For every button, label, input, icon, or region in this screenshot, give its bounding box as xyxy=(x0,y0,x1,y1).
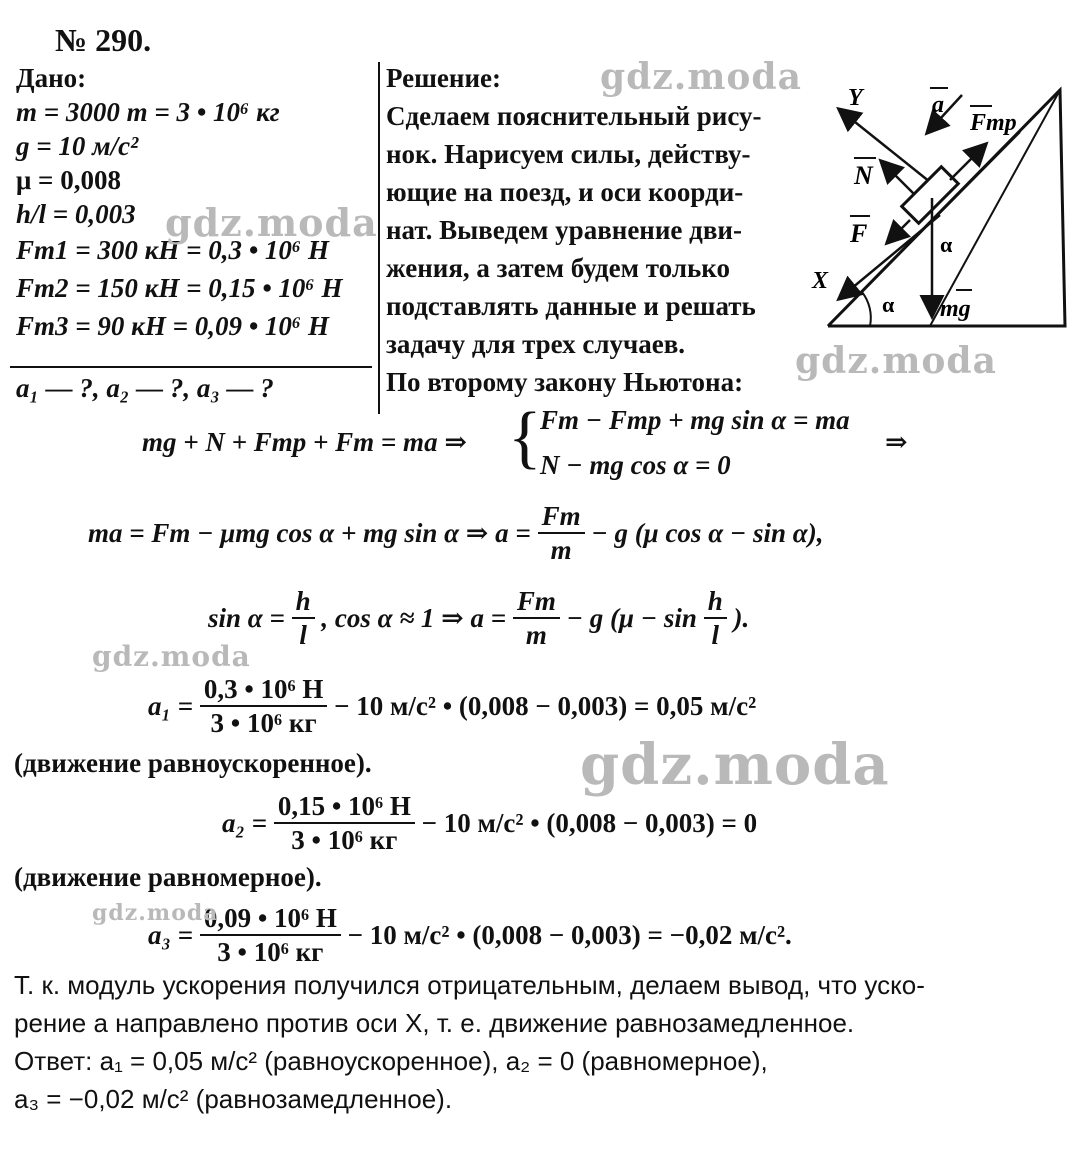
system-eq-2: N − mg cos α = 0 xyxy=(540,450,731,480)
given-ft2: Fт2 = 150 кН = 0,15 • 10⁶ Н xyxy=(16,273,343,303)
newton-vector-equation: mg + N + Fтр + Fт = ma ⇒ xyxy=(142,427,467,457)
eq3-hl-fraction-2 xyxy=(704,585,727,651)
a2-fraction xyxy=(274,790,415,856)
a2-left: a₂ = xyxy=(222,808,268,838)
label-alpha-top: α xyxy=(940,232,953,257)
friction-force-arrow xyxy=(950,145,985,180)
watermark: gdz.moda xyxy=(795,340,997,382)
eq3-fm-fraction xyxy=(513,585,560,651)
solution-line-3: ющие на поезд, и оси коорди- xyxy=(386,177,744,207)
solution-title: Решение: xyxy=(386,63,501,93)
a3-denominator: 3 • 10⁶ кг xyxy=(217,937,324,967)
solution-line-5: жения, а затем будем только xyxy=(386,253,730,283)
eq3-m: m xyxy=(525,620,547,650)
eq3-end: ). xyxy=(733,603,750,633)
eq3-g: − g (μ − sin xyxy=(566,603,697,633)
answer-line-1: Ответ: a₁ = 0,05 м/с² (равноускоренное), a₂ = 0 (равномерное), xyxy=(14,1046,768,1076)
label-mg: mg xyxy=(940,296,971,322)
label-ftr: Fтр xyxy=(970,110,1017,136)
label-alpha-base: α xyxy=(882,292,895,317)
answer-line-2: a₃ = −0,02 м/с² (равнозамедленное). xyxy=(14,1084,453,1114)
small-angle-approximation xyxy=(208,585,749,651)
given-divider xyxy=(10,366,372,368)
force-diagram xyxy=(810,70,1075,335)
eq3-ft: Fт xyxy=(513,585,560,619)
traction-force-arrow xyxy=(888,220,910,242)
angle-arc xyxy=(862,292,871,326)
a2-note: (движение равномерное). xyxy=(14,862,322,892)
eq2-right: − g (μ cos α − sin α), xyxy=(591,518,824,548)
watermark: gdz.moda xyxy=(165,200,378,245)
a1-fraction xyxy=(200,673,328,739)
given-g: g = 10 м/с² xyxy=(16,131,139,161)
watermark: gdz.moda xyxy=(600,56,802,98)
a2-right: − 10 м/с² • (0,008 − 0,003) = 0 xyxy=(421,808,758,838)
conclusion-line-1: Т. к. модуль ускорения получился отрицательным, делаем вывод, что уско- xyxy=(14,970,925,1000)
watermark: gdz.moda xyxy=(580,732,890,798)
system-eq-1: Fт − Fтр + mg sin α = ma xyxy=(540,405,850,435)
solution-line-2: нок. Нарисуем силы, действу- xyxy=(386,139,751,169)
a3-numerator: 0,09 • 10⁶ Н xyxy=(200,902,341,936)
system-brace: { xyxy=(508,399,542,476)
solution-line-6: подставлять данные и решать xyxy=(386,291,756,321)
eq2-denominator: m xyxy=(550,535,572,565)
given-title: Дано: xyxy=(16,63,87,93)
given-mass: m = 3000 т = 3 • 10⁶ кг xyxy=(16,97,280,127)
eq3-h: h xyxy=(292,585,315,619)
solution-line-7: задачу для трех случаев. xyxy=(386,329,686,359)
implies-arrow: ⇒ xyxy=(885,427,908,457)
given-ft3: Fт3 = 90 кН = 0,09 • 10⁶ Н xyxy=(16,311,330,341)
eq3-cos: , cos α ≈ 1 ⇒ a = xyxy=(321,603,507,633)
a3-left: a₃ = xyxy=(148,920,194,950)
eq3-l2: l xyxy=(711,620,719,650)
a2-equation xyxy=(222,790,757,856)
a1-equation xyxy=(148,673,756,739)
given-mu: μ = 0,008 xyxy=(16,165,121,195)
a1-note: (движение равноускоренное). xyxy=(14,748,372,778)
newton-law-line: По второму закону Ньютона: xyxy=(386,367,744,397)
watermark: gdz.moda xyxy=(92,640,251,673)
conclusion-line-2: рение a направлено против оси X, т. е. движение равнозамедленное. xyxy=(14,1008,855,1038)
a2-numerator: 0,15 • 10⁶ Н xyxy=(274,790,415,824)
eq2-fraction xyxy=(538,500,585,566)
label-n: N xyxy=(854,161,873,190)
a1-right: − 10 м/с² • (0,008 − 0,003) = 0,05 м/с² xyxy=(334,691,757,721)
solution-line-1: Сделаем пояснительный рису- xyxy=(386,101,762,131)
solution-line-4: нат. Выведем уравнение дви- xyxy=(386,215,742,245)
a1-numerator: 0,3 • 10⁶ Н xyxy=(200,673,328,707)
given-find: a₁ — ?, a₂ — ?, a₃ — ? xyxy=(16,373,274,403)
eq2-numerator: Fт xyxy=(538,500,585,534)
problem-number: № 290. xyxy=(55,22,152,58)
eq2-left: ma = Fт − μmg cos α + mg sin α ⇒ a = xyxy=(88,518,531,548)
label-y: Y xyxy=(848,85,863,111)
column-divider xyxy=(378,62,380,414)
acceleration-derivation xyxy=(88,500,823,566)
a3-fraction xyxy=(200,902,341,968)
label-ft: F xyxy=(850,219,868,248)
eq3-sin: sin α = xyxy=(208,603,285,633)
eq3-l: l xyxy=(299,620,307,650)
label-a: a xyxy=(932,92,944,118)
label-x: X xyxy=(812,268,829,294)
train-body xyxy=(902,167,959,224)
a1-left: a₁ = xyxy=(148,691,194,721)
given-ft1: Fт1 = 300 кН = 0,3 • 10⁶ Н xyxy=(16,235,330,265)
a3-right: − 10 м/с² • (0,008 − 0,003) = −0,02 м/с². xyxy=(347,920,792,950)
a3-equation xyxy=(148,902,792,968)
a1-denominator: 3 • 10⁶ кг xyxy=(210,708,317,738)
given-hl: h/l = 0,003 xyxy=(16,199,136,229)
watermark: gdz.moda xyxy=(92,900,219,926)
eq3-hl-fraction xyxy=(292,585,315,651)
eq3-h2: h xyxy=(704,585,727,619)
a2-denominator: 3 • 10⁶ кг xyxy=(291,825,398,855)
